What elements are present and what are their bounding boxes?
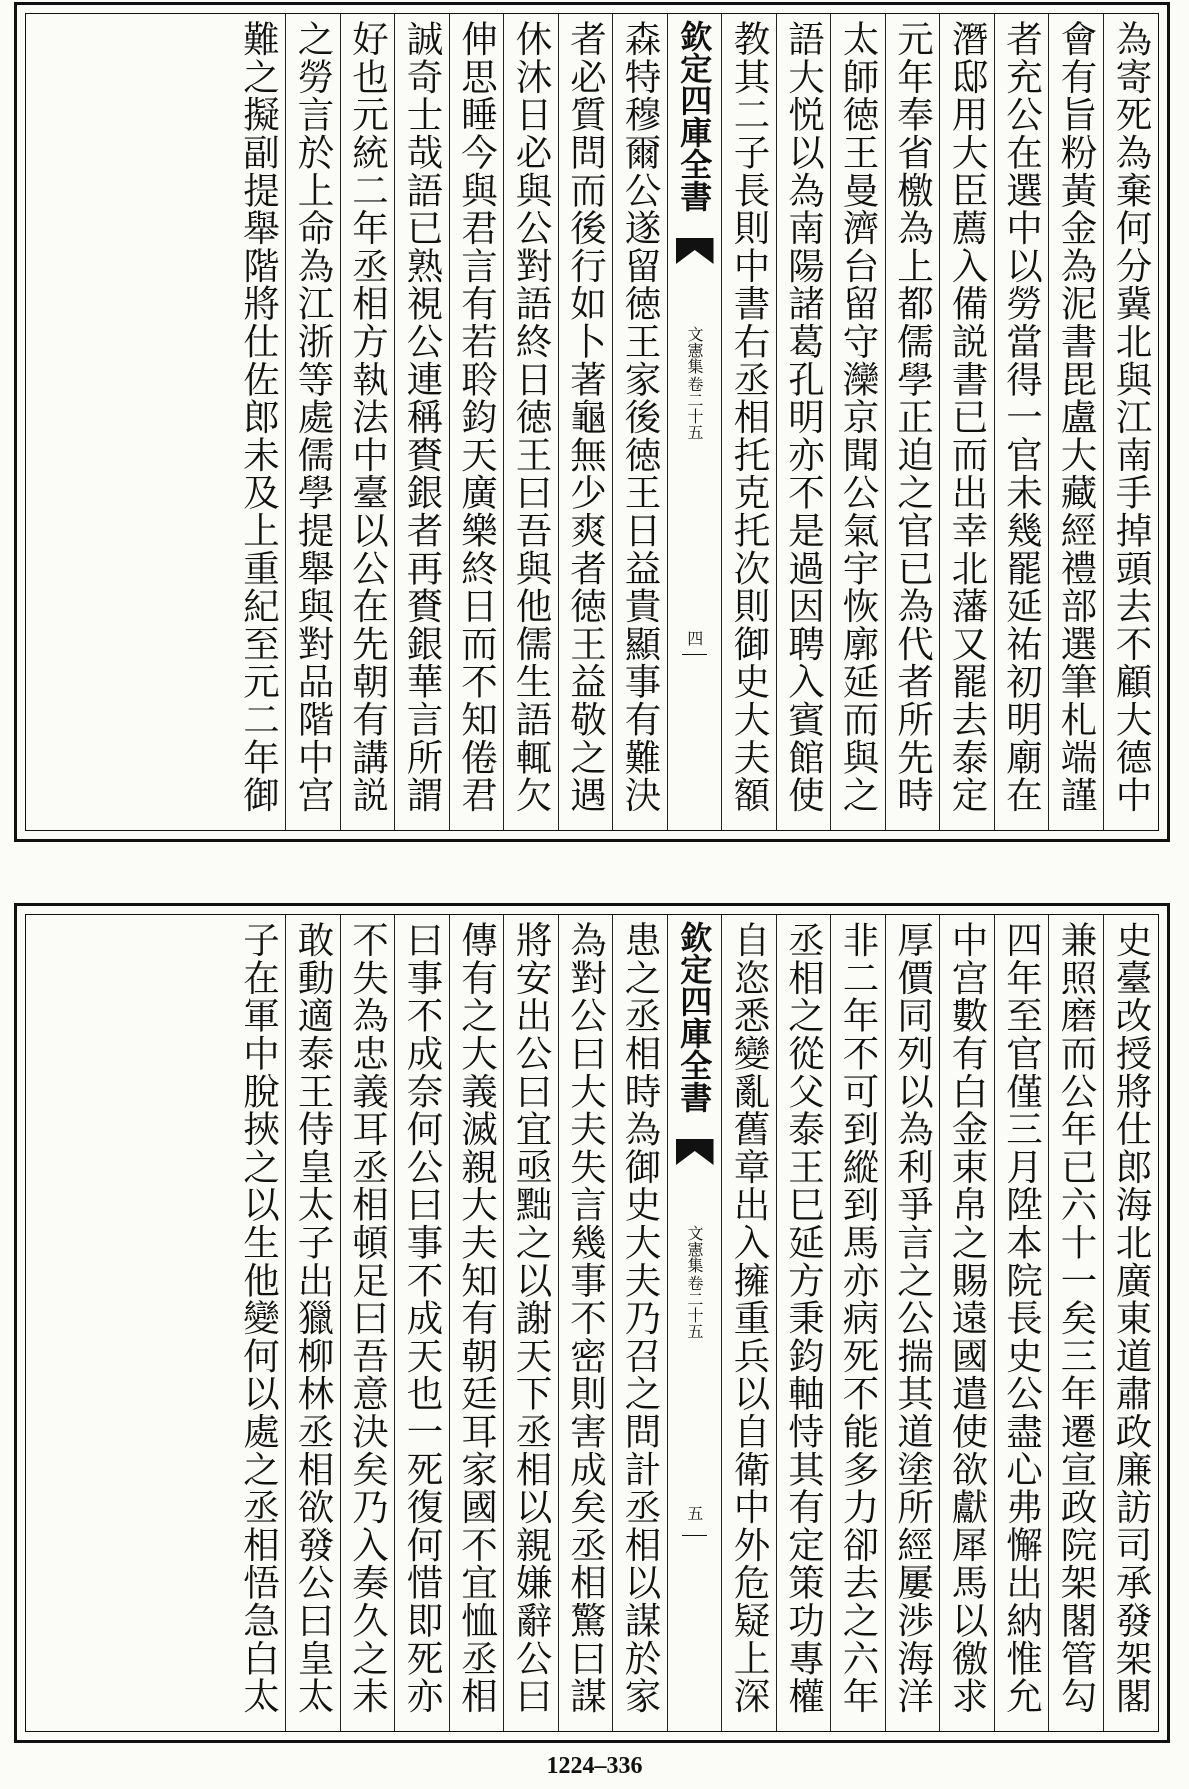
text-column: 中宫數有白金束帛之賜遠國遣使欲獻犀馬以徼求	[940, 915, 995, 1731]
text-column: 兼照磨而公年已六十一矣三年遷宣政院架閣管勾	[1049, 915, 1104, 1731]
upper-page-text-frame	[25, 13, 1159, 831]
text-column: 患之丞相時為御史大夫乃召之問計丞相以謀於家	[613, 915, 668, 1731]
fishtail-center-column	[668, 915, 723, 1731]
text-column: 潛邸用大臣薦入備説書已而出幸北藩又罷去泰定	[940, 14, 995, 830]
text-column: 不失為忠義耳丞相頓足曰吾意決矣乃入奏久之未	[341, 915, 396, 1731]
text-column: 元年奉省檄為上都儒學正迫之官已為代者所先時	[886, 14, 941, 830]
fishtail-mark-icon	[676, 238, 714, 264]
text-column: 為寄死為棄何分冀北與江南手掉頭去不顧大德中	[1110, 20, 1153, 814]
fishtail-rule	[682, 654, 708, 655]
text-column: 厚價同列以為利爭言之公揣其道塗所經屢渉海洋	[886, 915, 941, 1731]
text-column: 將安出公曰宜亟黜之以謝天下丞相以親嫌辭公曰	[504, 915, 559, 1731]
text-column: 自恣悉變亂舊章出入擁重兵以自衛中外危疑上深	[722, 915, 777, 1731]
book-volume-label: 文憲集 卷二十五	[685, 326, 705, 440]
text-column: 會有旨粉黃金為泥書毘盧大藏經禮部選筆札端謹	[1049, 14, 1104, 830]
lower-page-text-frame	[25, 914, 1159, 1732]
text-column: 非二年不可到縱到馬亦病死不能多力卻去之六年	[831, 915, 886, 1731]
text-column: 之勞言於上命為江浙等處儒學提舉與對品階中宫	[286, 14, 341, 830]
text-column: 語大悦以為南陽諸葛孔明亦不是過因聘入賓館使	[777, 14, 832, 830]
text-column: 難之擬副提舉階將仕佐郎未及上重紀至元二年御	[232, 14, 287, 830]
collection-title: 欽定四庫全書	[675, 921, 714, 1113]
text-column: 誠奇士哉語已熟視公連稱賚銀者再賚銀華言所謂	[395, 14, 450, 830]
text-column: 者充公在選中以勞當得一官未幾罷延祐初明廟在	[995, 14, 1050, 830]
leaf-number: 四	[684, 630, 704, 646]
leaf-number: 五	[684, 1505, 704, 1521]
text-column: 好也元統二年丞相方執法中臺以公在先朝有講説	[341, 14, 396, 830]
text-column: 休沐日必與公對語終日徳王曰吾與他儒生語輒欠	[504, 14, 559, 830]
collection-title: 欽定四庫全書	[675, 20, 714, 212]
text-column: 敢動適泰王侍皇太子出獵柳林丞相欲發公曰皇太	[286, 915, 341, 1731]
text-column: 森特穆爾公遂留徳王家後徳王日益貴顯事有難決	[613, 14, 668, 830]
upper-page	[14, 2, 1170, 842]
fishtail-rule	[682, 1535, 708, 1536]
text-column: 史臺改授將仕郎海北廣東道肅政廉訪司承發架閣	[1110, 921, 1153, 1715]
text-column: 為對公曰大夫失言幾事不密則害成矣丞相驚曰謀	[559, 915, 614, 1731]
fishtail-mark-icon	[676, 1139, 714, 1165]
text-column: 曰事不成奈何公曰事不成天也一死復何惜即死亦	[395, 915, 450, 1731]
text-column: 丞相之從父泰王巳延方秉鈞軸恃其有定策功專權	[777, 915, 832, 1731]
text-column: 者必質問而後行如卜著龜無少爽者徳王益敬之遇	[559, 14, 614, 830]
text-column: 傳有之大義滅親大夫知有朝廷耳家國不宜恤丞相	[450, 915, 505, 1731]
lower-page	[14, 903, 1170, 1743]
fishtail-center-column	[668, 14, 723, 830]
page-reference-number: 1224–336	[546, 1753, 643, 1779]
text-column: 太師徳王曼濟台留守灤京聞公氣宇恢廓延而與之	[831, 14, 886, 830]
text-column: 四年至官僅三月陞本院長史公盡心弗懈出納惟允	[995, 915, 1050, 1731]
book-volume-label: 文憲集 卷二十五	[685, 1225, 705, 1339]
text-column: 教其二子長則中書右丞相托克托次則御史大夫額	[722, 14, 777, 830]
text-column: 伸思睡今與君言有若聆鈞天廣樂終日而不知倦君	[450, 14, 505, 830]
text-column: 子在軍中脫挾之以生他變何以處之丞相悟急白太	[232, 915, 287, 1731]
